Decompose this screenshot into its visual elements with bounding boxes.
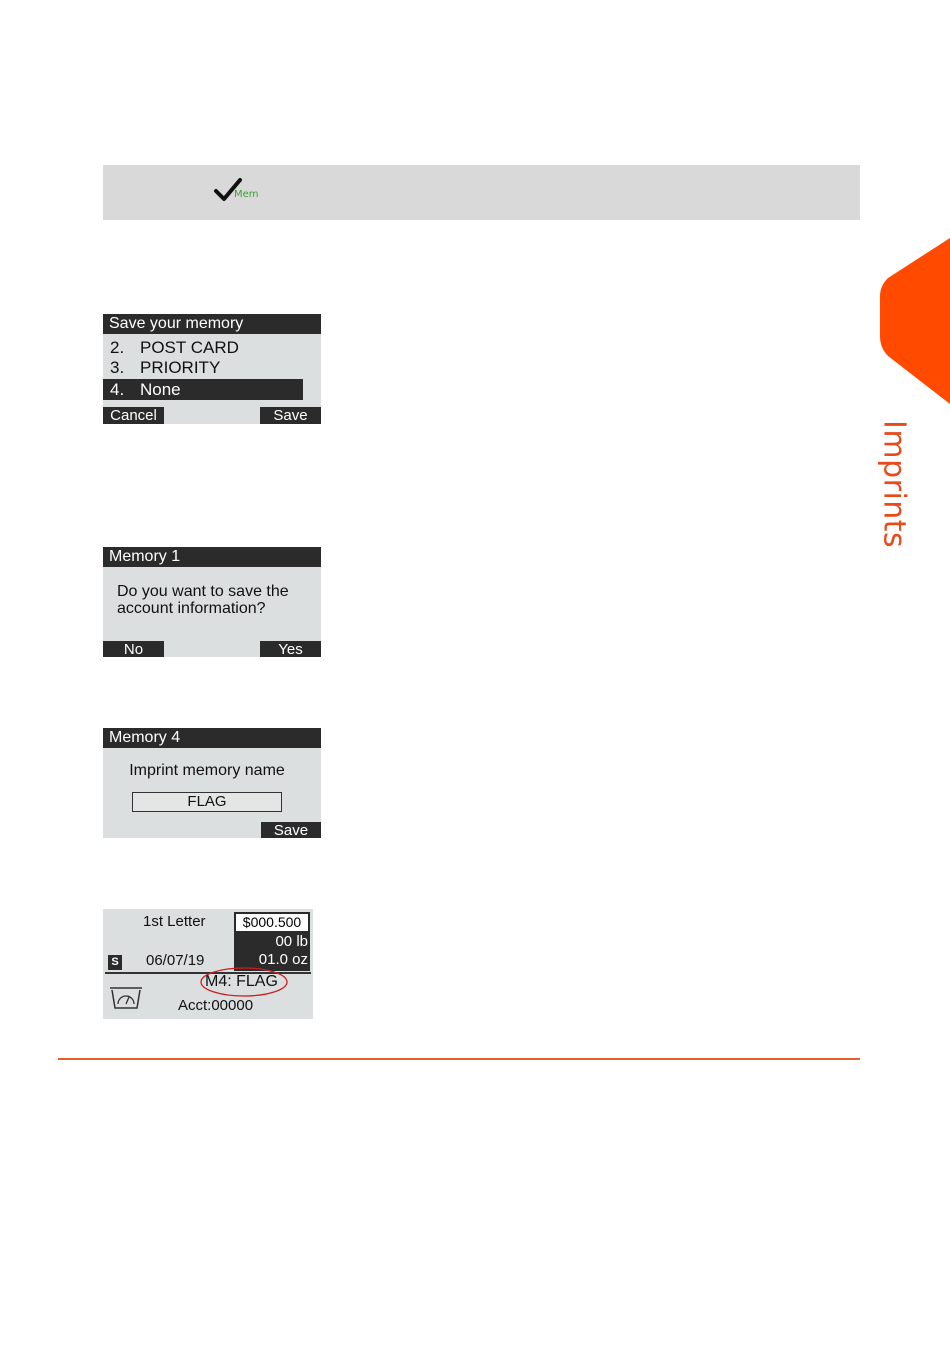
message-line: account information?	[117, 600, 266, 617]
screen-title: Memory 1	[103, 547, 321, 567]
memory-icon-bar	[103, 165, 860, 220]
save-button[interactable]: Save	[260, 407, 321, 424]
save-button[interactable]: Save	[261, 822, 321, 838]
memory-name-input[interactable]: FLAG	[132, 792, 282, 812]
postage-amount: $000.500	[236, 914, 308, 931]
section-tab-shape	[880, 238, 950, 404]
item-label: None	[140, 380, 181, 399]
cancel-button[interactable]: Cancel	[103, 407, 164, 424]
highlight-circle	[199, 966, 289, 998]
status-badge: S	[108, 955, 122, 970]
field-label: Imprint memory name	[129, 762, 285, 779]
account-number[interactable]: Acct:00000	[178, 997, 254, 1014]
item-number: 2.	[110, 338, 125, 357]
mem-label: Mem	[234, 189, 259, 200]
message-line: Do you want to save the	[117, 583, 289, 600]
item-number: 3.	[110, 358, 125, 377]
list-item[interactable]	[103, 357, 303, 378]
scale-icon	[108, 984, 144, 1010]
yes-button[interactable]: Yes	[260, 641, 321, 657]
list-item[interactable]	[103, 337, 303, 358]
save-account-confirm-screen	[103, 547, 321, 657]
item-number: 4.	[110, 380, 125, 399]
item-label: PRIORITY	[140, 358, 221, 377]
no-button[interactable]: No	[103, 641, 164, 657]
imprint-date: 06/07/19	[146, 952, 205, 969]
confirm-message	[117, 583, 317, 617]
home-screen	[103, 909, 313, 1019]
weight-oz: 01.0 oz	[258, 951, 308, 968]
mail-class[interactable]: 1st Letter	[143, 913, 206, 930]
item-label: POST CARD	[140, 338, 239, 357]
save-memory-screen	[103, 314, 321, 424]
section-label	[864, 420, 924, 550]
screen-title: Save your memory	[103, 314, 321, 334]
list-item-selected[interactable]	[103, 379, 303, 400]
memory-name-screen	[103, 728, 321, 838]
section-title: Imprints	[876, 420, 912, 549]
weight-lb: 00 lb	[275, 933, 308, 950]
memory-name[interactable]: M4: FLAG	[205, 973, 278, 990]
screen-title: Memory 4	[103, 728, 321, 748]
section-rule	[58, 1058, 860, 1060]
